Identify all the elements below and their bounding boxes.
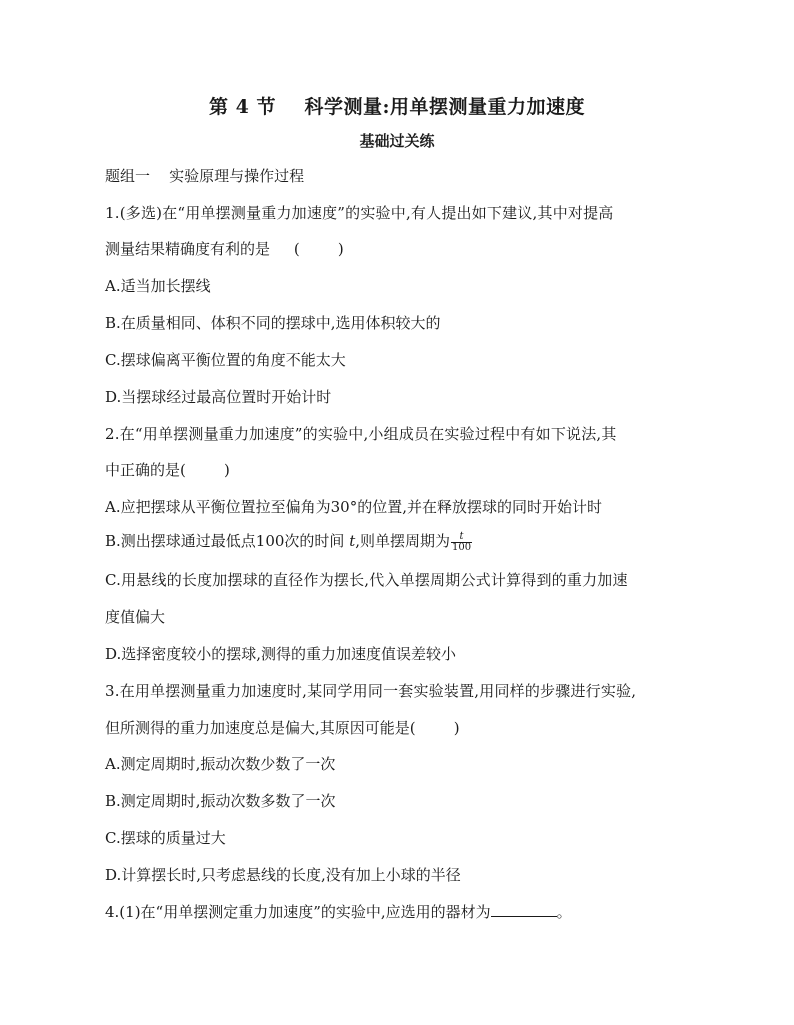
- time-variable: t: [349, 532, 356, 550]
- q4-stem-line1: [105, 902, 572, 922]
- q2-option-b-text-2: ,则单摆周期为: [355, 532, 451, 550]
- q2-stem-line2: 中正确的是( ): [105, 461, 230, 479]
- q2-option-c-line1: C.用悬线的长度加摆球的直径作为摆长,代入单摆周期公式计算得到的重力加速: [105, 571, 628, 589]
- q1-option-d: D.当摆球经过最高位置时开始计时: [105, 388, 332, 406]
- fraction-denominator: 100: [452, 541, 472, 553]
- q4-stem-end: 。: [556, 903, 572, 921]
- period-fraction: [451, 532, 472, 553]
- q1-stem-line2: 测量结果精确度有利的是 ( ): [105, 240, 344, 258]
- section-heading: 题组一 实验原理与操作过程: [105, 167, 305, 185]
- q2-option-a: A.应把摆球从平衡位置拉至偏角为30°的位置,并在释放摆球的同时开始计时: [105, 498, 602, 516]
- q1-option-c: C.摆球偏离平衡位置的角度不能太大: [105, 351, 346, 369]
- q2-option-b-text: B.测出摆球通过最低点100次的时间: [105, 532, 350, 550]
- q2-stem-line1: 2.在“用单摆测量重力加速度”的实验中,小组成员在实验过程中有如下说法,其: [105, 425, 617, 443]
- q3-stem-line1: 3.在用单摆测量重力加速度时,某同学用同一套实验装置,用同样的步骤进行实验,: [105, 682, 637, 700]
- q3-option-b: B.测定周期时,振动次数多数了一次: [105, 792, 336, 810]
- q3-stem-line2: 但所测得的重力加速度总是偏大,其原因可能是( ): [105, 719, 460, 737]
- q3-option-c: C.摆球的质量过大: [105, 829, 226, 847]
- q1-stem-line1: 1.(多选)在“用单摆测量重力加速度”的实验中,有人提出如下建议,其中对提高: [105, 204, 614, 222]
- page-subtitle: 基础过关练: [359, 132, 435, 150]
- q2-option-c-line2: 度值偏大: [105, 608, 166, 626]
- q1-option-a: A.适当加长摆线: [105, 277, 211, 295]
- q2-option-b: [105, 531, 472, 553]
- q2-option-d: D.选择密度较小的摆球,测得的重力加速度值误差较小: [105, 645, 457, 663]
- page-title: 第 4 节 科学测量:用单摆测量重力加速度: [209, 96, 585, 118]
- q3-option-d: D.计算摆长时,只考虑悬线的长度,没有加上小球的半径: [105, 866, 461, 884]
- q1-option-b: B.在质量相同、体积不同的摆球中,选用体积较大的: [105, 314, 441, 332]
- answer-blank[interactable]: [491, 902, 557, 917]
- fraction-numerator: t: [451, 532, 472, 543]
- q4-stem-text: 4.(1)在“用单摆测定重力加速度”的实验中,应选用的器材为: [105, 903, 491, 921]
- q3-option-a: A.测定周期时,振动次数少数了一次: [105, 755, 336, 773]
